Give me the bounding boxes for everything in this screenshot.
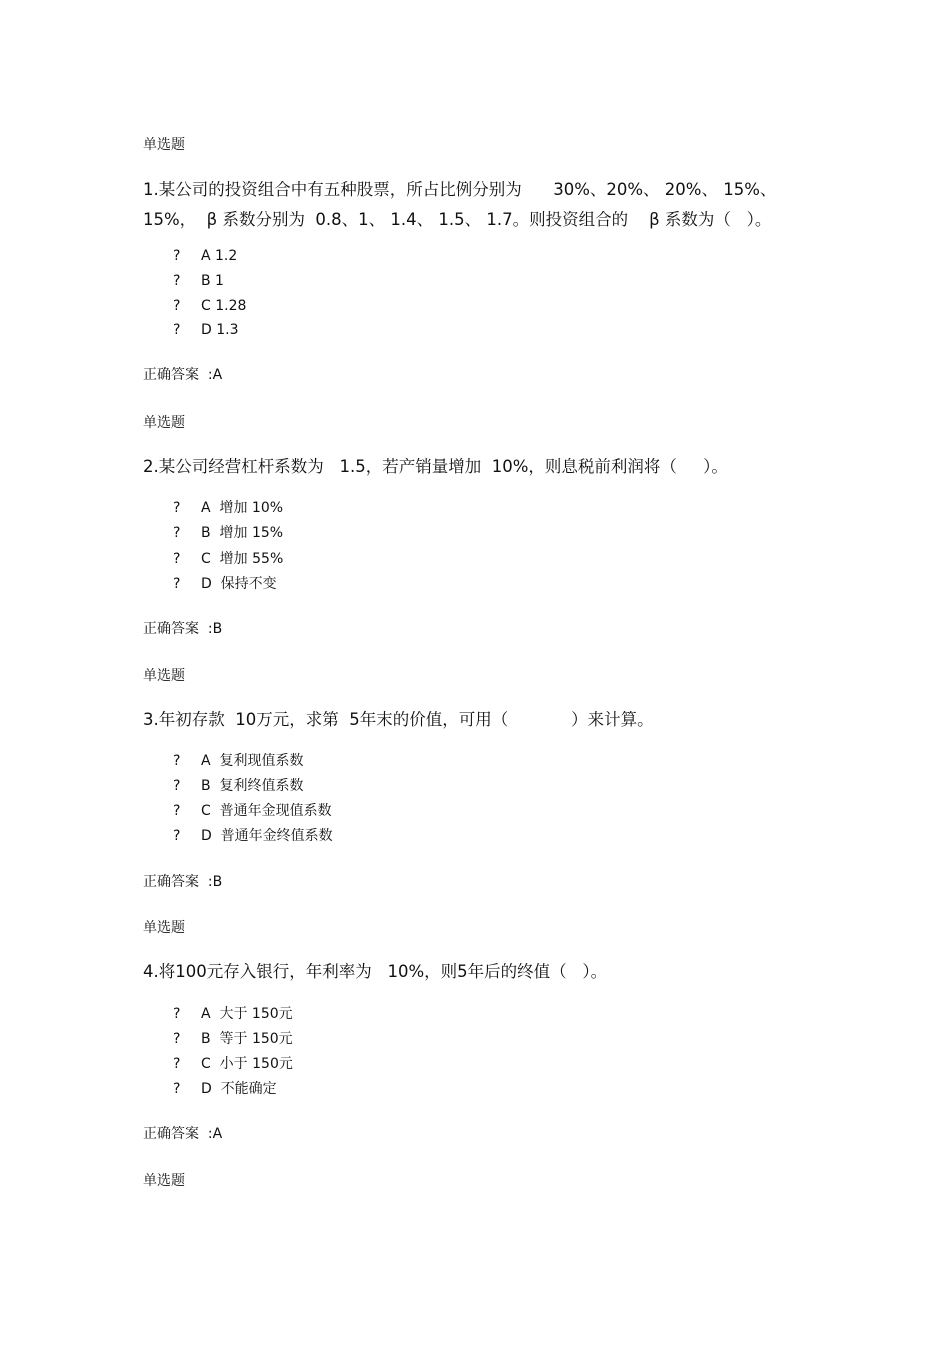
- option-text: C 1.28: [201, 298, 247, 314]
- question-type-label: 单选题: [143, 920, 185, 936]
- option-text: D 不能确定: [201, 1081, 277, 1097]
- option-marker: ?: [173, 576, 181, 592]
- option-text: A 大于 150元: [201, 1006, 293, 1022]
- option-marker: ?: [173, 778, 181, 794]
- question-type-label: 单选题: [143, 137, 185, 153]
- option-item[interactable]: [173, 1006, 293, 1022]
- option-marker: ?: [173, 273, 181, 289]
- option-item[interactable]: [173, 1031, 293, 1047]
- option-marker: ?: [173, 322, 181, 338]
- option-marker: ?: [173, 525, 181, 541]
- option-item[interactable]: [173, 828, 333, 844]
- correct-answer: 正确答案 :B: [143, 621, 223, 637]
- option-marker: ?: [173, 248, 181, 264]
- correct-answer: 正确答案 :B: [143, 874, 223, 890]
- option-item[interactable]: [173, 1081, 277, 1097]
- option-item[interactable]: [173, 753, 303, 769]
- option-text: D 普通年金终值系数: [201, 828, 333, 844]
- question-stem: [143, 957, 833, 987]
- option-text: A 增加 10%: [201, 500, 284, 516]
- option-text: B 1: [201, 273, 224, 289]
- option-marker: ?: [173, 1056, 181, 1072]
- option-text: C 增加 55%: [201, 551, 284, 567]
- option-item[interactable]: [173, 778, 304, 794]
- option-item[interactable]: [173, 273, 224, 289]
- option-text: C 小于 150元: [201, 1056, 293, 1072]
- option-item[interactable]: [173, 1056, 293, 1072]
- question-type-label: 单选题: [143, 1173, 185, 1189]
- question-stem: [143, 705, 833, 735]
- option-marker: ?: [173, 1006, 181, 1022]
- option-text: B 增加 15%: [201, 525, 284, 541]
- option-text: A 复利现值系数: [201, 753, 304, 769]
- correct-answer: 正确答案 :A: [143, 367, 223, 383]
- option-marker: ?: [173, 1081, 181, 1097]
- option-item[interactable]: [173, 803, 332, 819]
- option-marker: ?: [173, 500, 181, 516]
- option-marker: ?: [173, 1031, 181, 1047]
- option-item[interactable]: [173, 500, 283, 516]
- question-stem-line: 3.年初存款 10万元，求第 5年末的价值，可用（ ）来计算。: [143, 710, 654, 729]
- option-text: B 复利终值系数: [201, 778, 304, 794]
- option-text: C 普通年金现值系数: [201, 803, 332, 819]
- option-marker: ?: [173, 753, 181, 769]
- option-marker: ?: [173, 551, 181, 567]
- question-stem: [143, 452, 833, 482]
- question-type-label: 单选题: [143, 668, 185, 684]
- option-item[interactable]: [173, 298, 246, 314]
- option-item[interactable]: [173, 576, 277, 592]
- question-stem-line: 4.将100元存入银行，年利率为 10%，则5年后的终值（ ）。: [143, 962, 608, 981]
- question-stem-line: 15%， β 系数分别为 0.8、1、 1.4、 1.5、 1.7。则投资组合的 β 系数为（ ）。: [143, 210, 772, 229]
- option-text: B 等于 150元: [201, 1031, 293, 1047]
- option-text: D 保持不变: [201, 576, 277, 592]
- question-type-label: 单选题: [143, 415, 185, 431]
- question-stem-line: 2.某公司经营杠杆系数为 1.5，若产销量增加 10%，则息税前利润将（ ）。: [143, 457, 728, 476]
- option-item[interactable]: [173, 322, 239, 338]
- option-item[interactable]: [173, 525, 283, 541]
- option-item[interactable]: [173, 551, 283, 567]
- option-text: D 1.3: [201, 322, 239, 338]
- option-marker: ?: [173, 298, 181, 314]
- question-stem: [143, 175, 833, 235]
- question-stem-line: 1.某公司的投资组合中有五种股票，所占比例分别为 30%、20%、 20%、 15%、: [143, 180, 777, 199]
- correct-answer: 正确答案 :A: [143, 1126, 223, 1142]
- option-marker: ?: [173, 803, 181, 819]
- option-text: A 1.2: [201, 248, 238, 264]
- option-item[interactable]: [173, 248, 237, 264]
- option-marker: ?: [173, 828, 181, 844]
